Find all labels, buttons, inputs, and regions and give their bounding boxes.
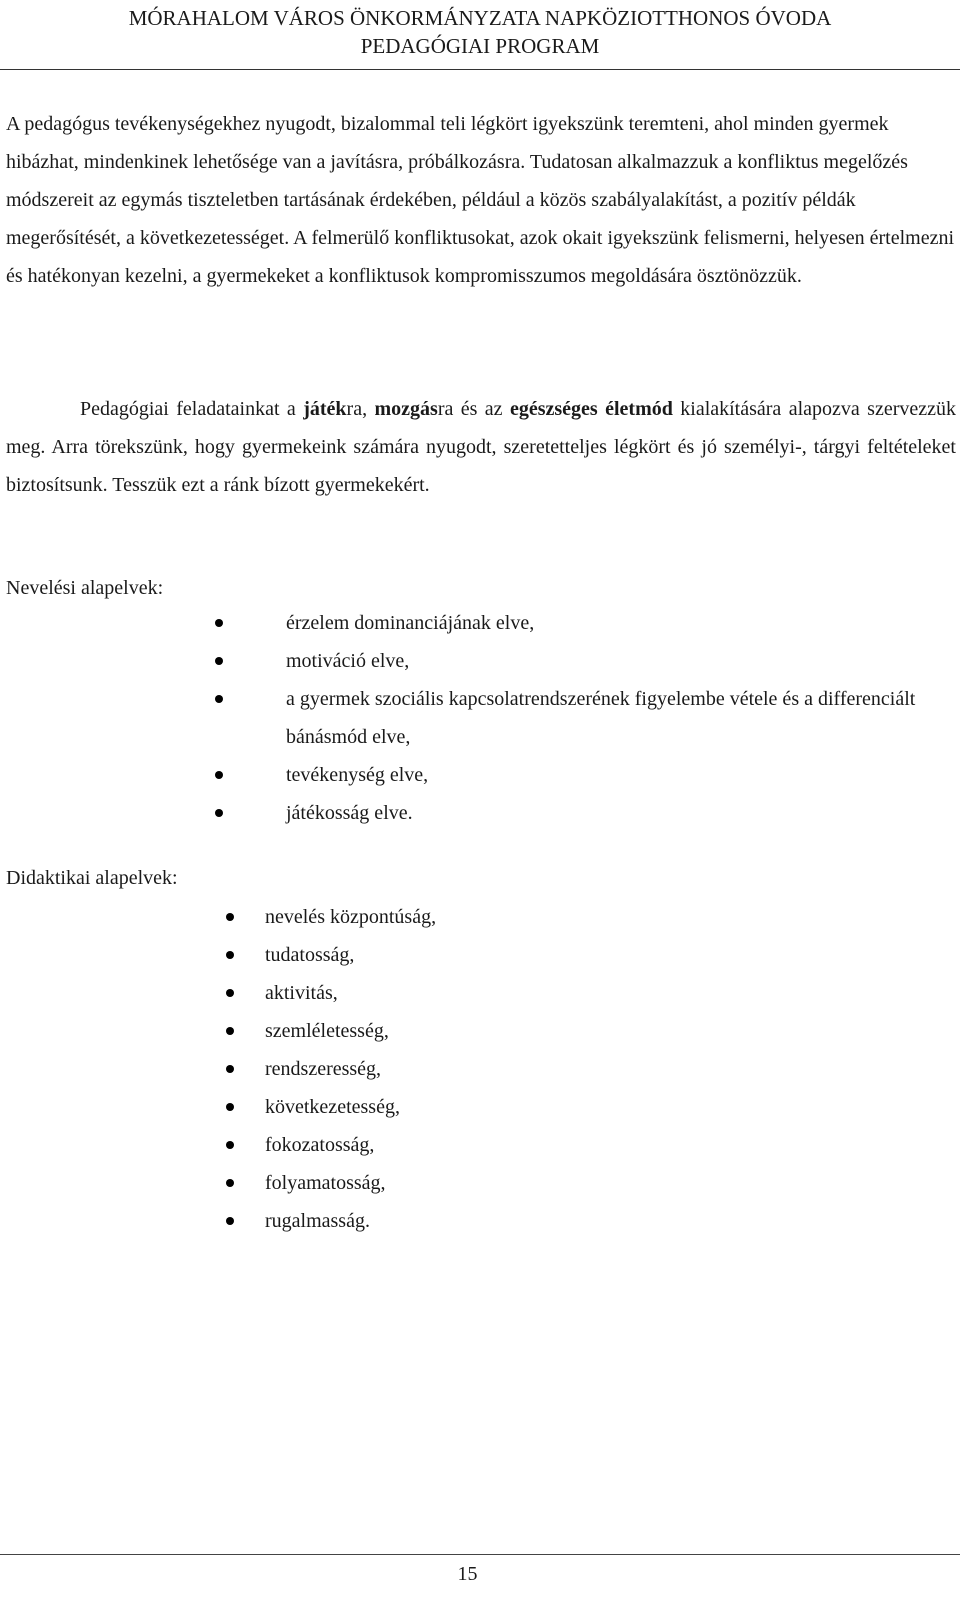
list-item: tevékenység elve, [286,756,950,794]
didaktikai-alapelvek-heading: Didaktikai alapelvek: [6,867,178,889]
p2-bold-jatek: játék [303,398,347,420]
page-header [0,0,960,70]
p2-text-3: ra és az [437,398,510,420]
list-item: aktivitás, [265,974,865,1012]
footer-divider [0,1554,960,1555]
nevelesi-alapelvek-list [286,604,950,832]
didaktikai-alapelvek-list [265,898,865,1240]
nevelesi-alapelvek-heading: Nevelési alapelvek: [6,577,164,599]
list-item: érzelem dominanciájának elve, [286,604,950,642]
list-item: következetesség, [265,1088,865,1126]
p2-bold-mozgas: mozgás [374,398,438,420]
p2-text-1: Pedagógiai feladatainkat a [80,398,304,420]
p2-text-2: ra, [346,398,375,420]
list-item: fokozatosság, [265,1126,865,1164]
list-item: tudatosság, [265,936,865,974]
list-item: folyamatosság, [265,1164,865,1202]
list-item: a gyermek szociális kapcsolatrendszerének figyelembe vétele és a differenciált bánásmód elve, [286,680,950,756]
list-item: motiváció elve, [286,642,950,680]
p2-text-4: kialakítására alapozva szervezzük meg. Arra törekszünk, hogy gyermekeink számára nyugodt, szeretetteljes légkört és jó személyi-, tárgyi feltételeket biztosítsunk. Tesszük ezt a ránk bízott gyermekekért. [6,398,956,496]
p2-bold-eletmod: egészséges életmód [509,398,673,420]
list-item: szemléletesség, [265,1012,865,1050]
paragraph-conflict-management: A pedagógus tevékenységekhez nyugodt, bizalommal teli légkört igyekszünk teremteni, ahol minden gyermek hibázhat, mindenkinek lehetősége van a javításra, próbálkozásra. Tudatosan alkalmazzuk a konfliktus megelőzés módszereit az egymás tiszteletben tartásának érdekében, például a közös szabályalakítást, a pozitív példák megerősítését, a következetességet. A felmerülő konfliktusokat, azok okait igyekszünk felismerni, helyesen értelmezni és hatékonyan kezelni, a gyermekeket a konfliktusok kompromisszumos megoldására ösztönözzük. [6,113,955,287]
list-item: nevelés központúság, [265,898,865,936]
header-institution: MÓRAHALOM VÁROS ÖNKORMÁNYZATA NAPKÖZIOTTHONOS ÓVODA [128,6,832,30]
paragraph-pedagogical-tasks [6,390,956,504]
list-item: játékosság elve. [286,794,950,832]
page-number: 15 [457,1563,478,1585]
list-item: rugalmasság. [265,1202,865,1240]
list-item: rendszeresség, [265,1050,865,1088]
header-document-title: PEDAGÓGIAI PROGRAM [360,34,600,58]
